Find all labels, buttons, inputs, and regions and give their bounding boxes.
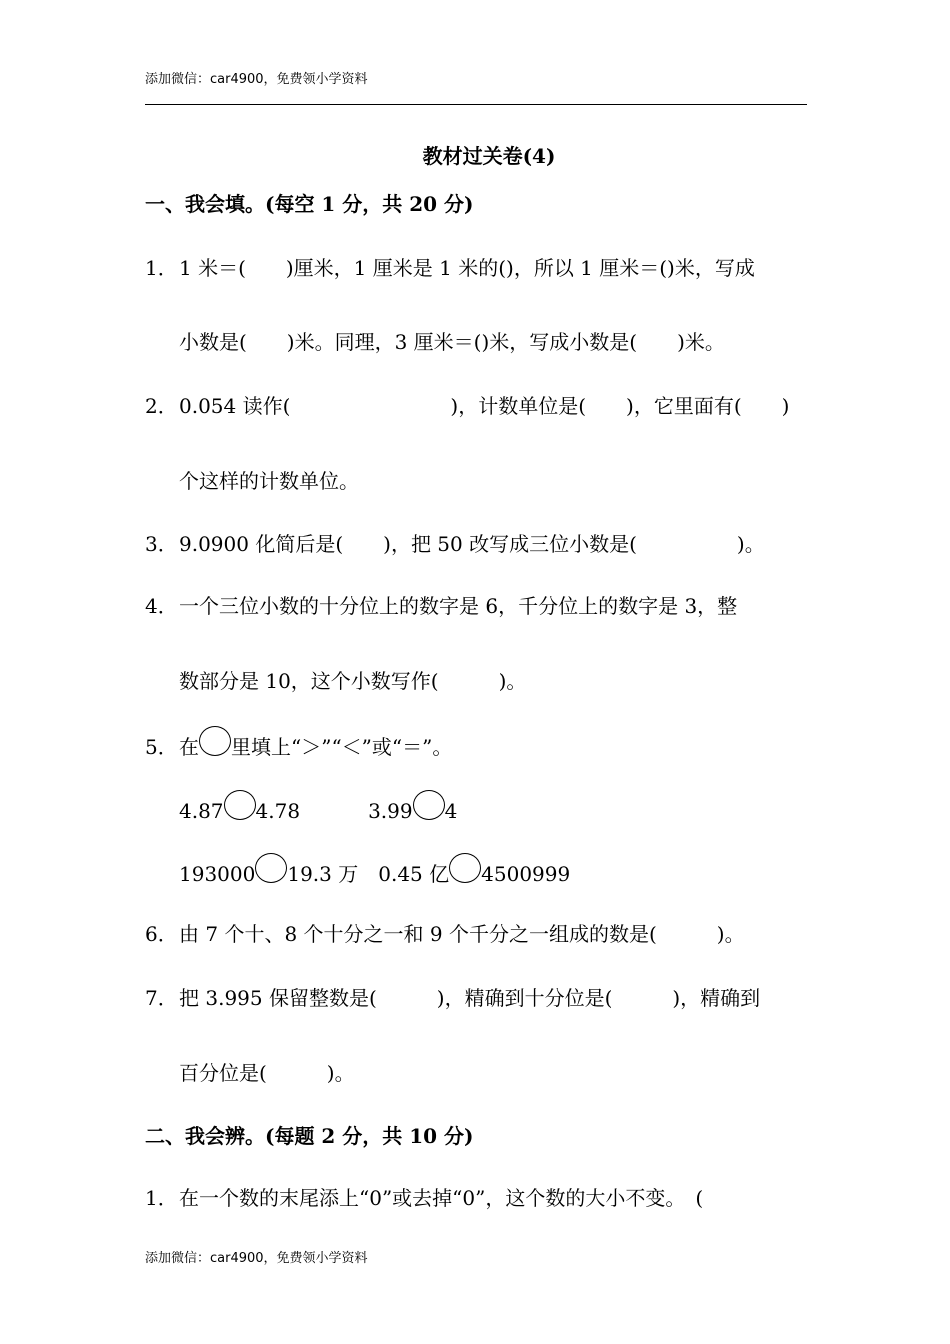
q5-r2b-right: 4500999 [481, 862, 571, 886]
s2-q1-number: 1． [145, 1186, 178, 1210]
q2-line1 [145, 390, 789, 419]
compare-circle-icon [199, 726, 231, 756]
q7-line2: 百分位是( )。 [179, 1061, 355, 1085]
q4-number: 4． [145, 594, 178, 618]
q4-line1 [145, 590, 737, 619]
compare-circle-input[interactable] [413, 790, 445, 820]
section-2-heading: 二、我会辨。(每题 2 分，共 10 分) [145, 1124, 474, 1148]
compare-circle-input[interactable] [224, 790, 256, 820]
header-rule [145, 104, 807, 105]
q5-r1b-right: 4 [444, 799, 458, 823]
q7-number: 7． [145, 986, 178, 1010]
s2-q1-line1 [145, 1182, 703, 1211]
q7-text-1: 把 3.995 保留整数是( )，精确到十分位是( )，精确到 [179, 986, 761, 1010]
q4-text-1: 一个三位小数的十分位上的数字是 6，千分位上的数字是 3，整 [179, 594, 738, 618]
q4-line2: 数部分是 10，这个小数写作( )。 [179, 669, 527, 693]
q5-r2b-left: 0.45 亿 [378, 862, 450, 886]
q6-line1 [145, 918, 745, 947]
q3-line1 [145, 528, 765, 557]
q5-r2a-left: 193000 [179, 862, 256, 886]
page-title: 教材过关卷(4) [422, 144, 556, 168]
q6-number: 6． [145, 922, 178, 946]
q2-number: 2． [145, 394, 178, 418]
q5-intro-b: 里填上“＞”“＜”或“＝”。 [231, 735, 453, 759]
header-note: 添加微信：car4900，免费领小学资料 [145, 72, 368, 87]
compare-circle-input[interactable] [255, 853, 287, 883]
section-1-heading: 一、我会填。(每空 1 分，共 20 分) [145, 192, 474, 216]
q5-r2a-right: 19.3 万 [287, 862, 359, 886]
q5-r1a-left: 4.87 [179, 799, 224, 823]
s2-q1-text-1: 在一个数的末尾添上“0”或去掉“0”，这个数的大小不变。 ( [179, 1186, 704, 1210]
q5-intro-a: 在 [179, 735, 199, 759]
q1-line2: 小数是( )米。同理，3 厘米＝()米，写成小数是( )米。 [179, 330, 725, 354]
q5-r1a-right: 4.78 [255, 799, 301, 823]
compare-circle-input[interactable] [449, 853, 481, 883]
q5-r1b-left: 3.99 [368, 799, 413, 823]
q2-line2: 个这样的计数单位。 [179, 469, 359, 493]
q3-number: 3． [145, 532, 178, 556]
q6-text-1: 由 7 个十、8 个十分之一和 9 个千分之一组成的数是( )。 [179, 922, 745, 946]
q5-line1 [145, 726, 452, 760]
q1-line1 [145, 252, 755, 281]
q3-text-1: 9.0900 化简后是( )，把 50 改写成三位小数是( )。 [179, 532, 765, 556]
q5-row1 [179, 790, 457, 823]
q1-text-1: 1 米＝( )厘米，1 厘米是 1 米的()，所以 1 厘米＝()米，写成 [179, 256, 755, 280]
footer-note: 添加微信：car4900，免费领小学资料 [145, 1251, 368, 1266]
q5-number: 5． [145, 735, 178, 759]
q1-number: 1． [145, 256, 178, 280]
q5-row2 [179, 853, 570, 887]
q7-line1 [145, 982, 760, 1011]
q2-text-1: 0.054 读作( )，计数单位是( )，它里面有( ) [179, 394, 790, 418]
